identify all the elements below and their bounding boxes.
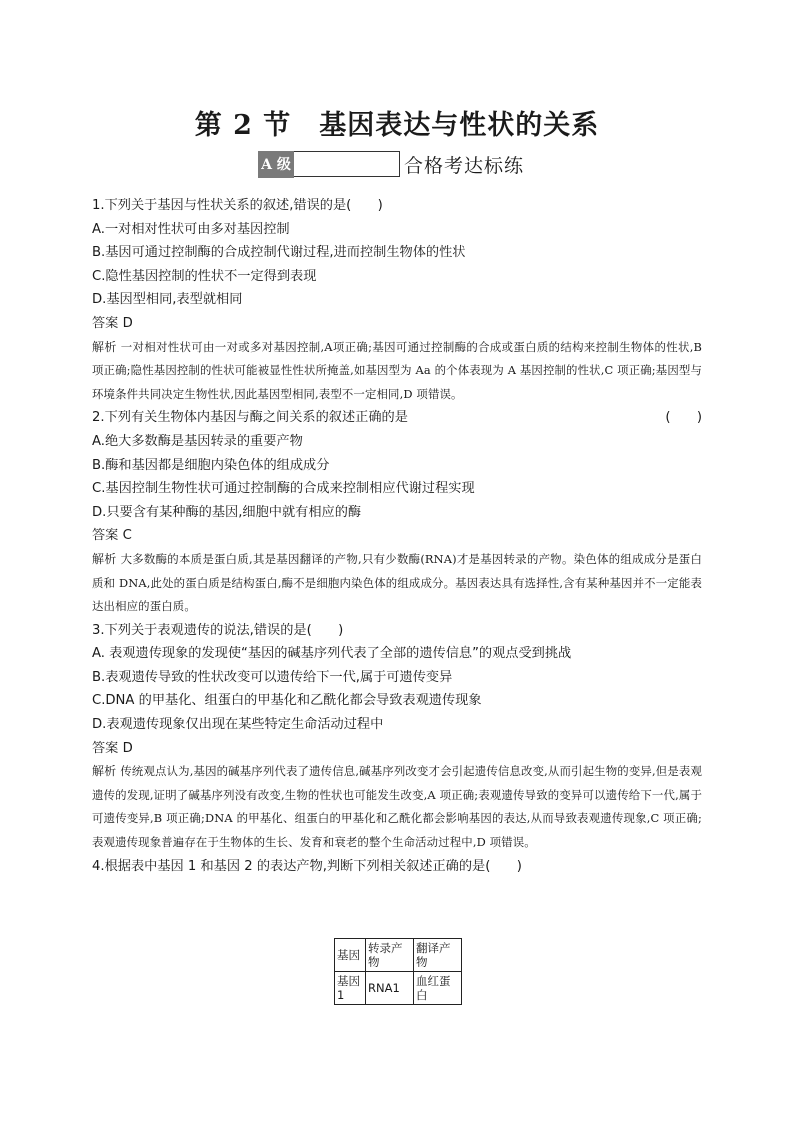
table-header-cell: 翻译产物 xyxy=(414,939,462,972)
option-d: D.基因型相同,表型就相同 xyxy=(92,292,243,308)
level-bar xyxy=(294,151,400,177)
option-b: B.酶和基因都是细胞内染色体的组成成分 xyxy=(92,457,330,473)
question-3 xyxy=(92,619,702,855)
option-c: C.DNA 的甲基化、组蛋白的甲基化和乙酰化都会导致表观遗传现象 xyxy=(92,693,482,709)
explanation-text: 大多数酶的本质是蛋白质,其是基因翻译的产物,只有少数酶(RNA)才是基因转录的产物。染色体的组成成分是蛋白质和 DNA,此处的蛋白质是结构蛋白,酶不是细胞内染色体的组成成分。基因表达具有选择性,含有某种基因并不一定能表达出相应的蛋白质。 xyxy=(92,551,702,614)
table-cell: RNA1 xyxy=(366,972,414,1005)
question-4 xyxy=(92,855,702,879)
answer: 答案 C xyxy=(92,528,132,544)
section-title: 基因表达与性状的关系 xyxy=(319,110,600,141)
explanation xyxy=(92,336,702,407)
level-banner xyxy=(258,150,524,178)
option-b: B.表观遗传导致的性状改变可以遗传给下一代,属于可遗传变异 xyxy=(92,669,453,685)
question-stem: 2.下列有关生物体内基因与酶之间关系的叙述正确的是 xyxy=(92,410,408,426)
table-row xyxy=(335,972,462,1005)
option-d: D.只要含有某种酶的基因,细胞中就有相应的酶 xyxy=(92,504,362,520)
table-header-row xyxy=(335,939,462,972)
option-d: D.表观遗传现象仅出现在某些特定生命活动过程中 xyxy=(92,717,384,733)
page-title xyxy=(0,103,794,142)
option-a: A.一对相对性状可由多对基因控制 xyxy=(92,221,290,237)
question-2 xyxy=(92,406,702,618)
table-cell: 基因 1 xyxy=(335,972,366,1005)
explanation-label: 解析 xyxy=(92,551,117,566)
explanation-label: 解析 xyxy=(92,764,117,779)
explanation xyxy=(92,548,702,619)
table-header-cell: 转录产物 xyxy=(366,939,414,972)
question-stem-row xyxy=(92,406,702,430)
explanation-label: 解析 xyxy=(92,339,117,354)
section-number: 第 2 节 xyxy=(194,110,292,141)
gene-table xyxy=(334,938,462,1005)
option-c: C.基因控制生物性状可通过控制酶的合成来控制相应代谢过程实现 xyxy=(92,481,475,497)
option-a: A. 表观遗传现象的发现使“基因的碱基序列代表了全部的遗传信息”的观点受到挑战 xyxy=(92,646,572,662)
option-b: B.基因可通过控制酶的合成控制代谢过程,进而控制生物体的性状 xyxy=(92,245,466,261)
table-cell: 血红蛋白 xyxy=(414,972,462,1005)
explanation-text: 一对相对性状可由一对或多对基因控制,A项正确;基因可通过控制酶的合成或蛋白质的结构来控制生物体的性状,B 项正确;隐性基因控制的性状可能被显性性状所掩盖,如基因型为 Aa 的个体表现为 A 基因控制的性状,C 项正确;基因型与环境条件共同决定生物性状,因此基因型相同,表型不一定相同,D 项错误。 xyxy=(92,339,702,401)
question-stem: 4.根据表中基因 1 和基因 2 的表达产物,判断下列相关叙述正确的是( ) xyxy=(92,858,522,874)
question-stem: 1.下列关于基因与性状关系的叙述,错误的是( ) xyxy=(92,198,383,213)
question-1 xyxy=(92,194,702,406)
level-badge: A 级 xyxy=(258,151,294,178)
answer: 答案 D xyxy=(92,740,133,756)
option-a: A.绝大多数酶是基因转录的重要产物 xyxy=(92,433,303,449)
answer: 答案 D xyxy=(92,315,133,331)
explanation-text: 传统观点认为,基因的碱基序列代表了遗传信息,碱基序列改变才会引起遗传信息改变,从而引起生物的变异,但是表观遗传的发现,证明了碱基序列没有改变,生物的性状也可能发生改变,A 项正确;表观遗传导致的变异可以遗传给下一代,属于可遗传变异,B 项正确;DNA 的甲基化、组蛋白的甲基化和乙酰化都会影响基因的表达,从而导致表观遗传现象,C 项正确;表观遗传现象普遍存在于生物体的生长、发育和衰老的整个生命活动过程中,D 项错误。 xyxy=(92,764,702,850)
explanation xyxy=(92,760,702,854)
option-c: C.隐性基因控制的性状不一定得到表现 xyxy=(92,268,317,284)
question-stem: 3.下列关于表观遗传的说法,错误的是( ) xyxy=(92,622,344,638)
level-text: 合格考达标练 xyxy=(404,154,525,177)
answer-bracket: ( ) xyxy=(665,410,702,426)
table-header-cell: 基因 xyxy=(335,939,366,972)
question-list xyxy=(92,194,702,878)
